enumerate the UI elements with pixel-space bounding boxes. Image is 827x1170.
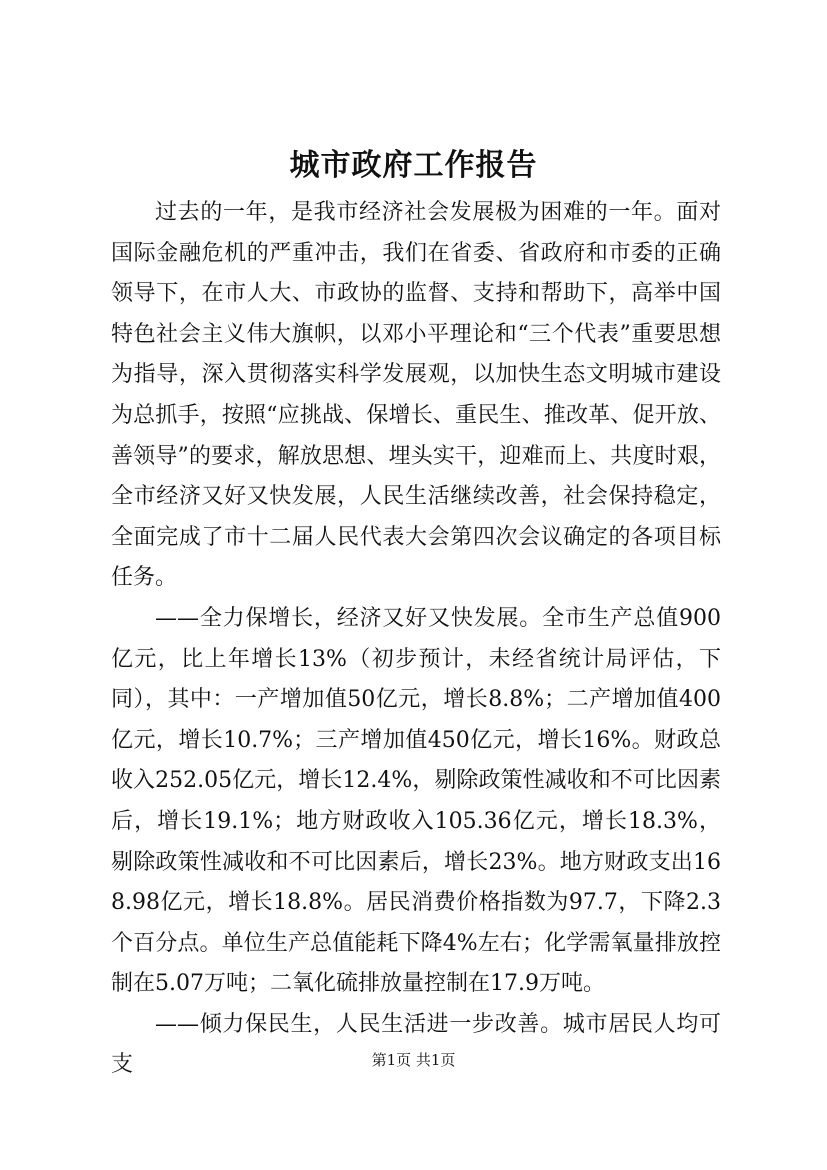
document-title: 城市政府工作报告 xyxy=(289,148,538,183)
paragraph-growth: ——全力保增长，经济又好又快发展。全市生产总值900亿元，比上年增长13%（初步预计，未经省统计局评估，下同），其中：一产增加值50亿元，增长8.8%；二产增加值400亿元，增长10.7%；三产增加值450亿元，增长16%。财政总收入252.05亿元，增长12.4%，剔除政策性减收和不可比因素后，增长19.1%；地方财政收入105.36亿元，增长18.3%，剔除政策性减收和不可比因素后，增长23%。地方财政支出168.98亿元，增长18.8%。居民消费价格指数为97.7，下降2.3个百分点。单位生产总值能耗下降4%左右；化学需氧量排放控制在5.07万吨；二氧化硫排放量控制在17.9万吨。 xyxy=(111,605,721,997)
paragraph-intro: 过去的一年，是我市经济社会发展极为困难的一年。面对国际金融危机的严重冲击，我们在省委、省政府和市委的正确领导下，在市人大、市政协的监督、支持和帮助下，高举中国特色社会主义伟大旗帜，以邓小平理论和“三个代表”重要思想为指导，深入贯彻落实科学发展观，以加快生态文明城市建设为总抓手，按照“应挑战、保增长、重民生、推改革、促开放、善领导”的要求，解放思想、埋头实干，迎难而上、共度时艰，全市经济又好又快发展，人民生活继续改善，社会保持稳定，全面完成了市十二届人民代表大会第四次会议确定的各项目标任务。 xyxy=(111,200,721,591)
paragraph-livelihood: ——倾力保民生，人民生活进一步改善。城市居民人均可支 xyxy=(111,1011,721,1078)
document-body xyxy=(111,193,721,1086)
page-footer: 第1页 共1页 xyxy=(371,1051,456,1069)
